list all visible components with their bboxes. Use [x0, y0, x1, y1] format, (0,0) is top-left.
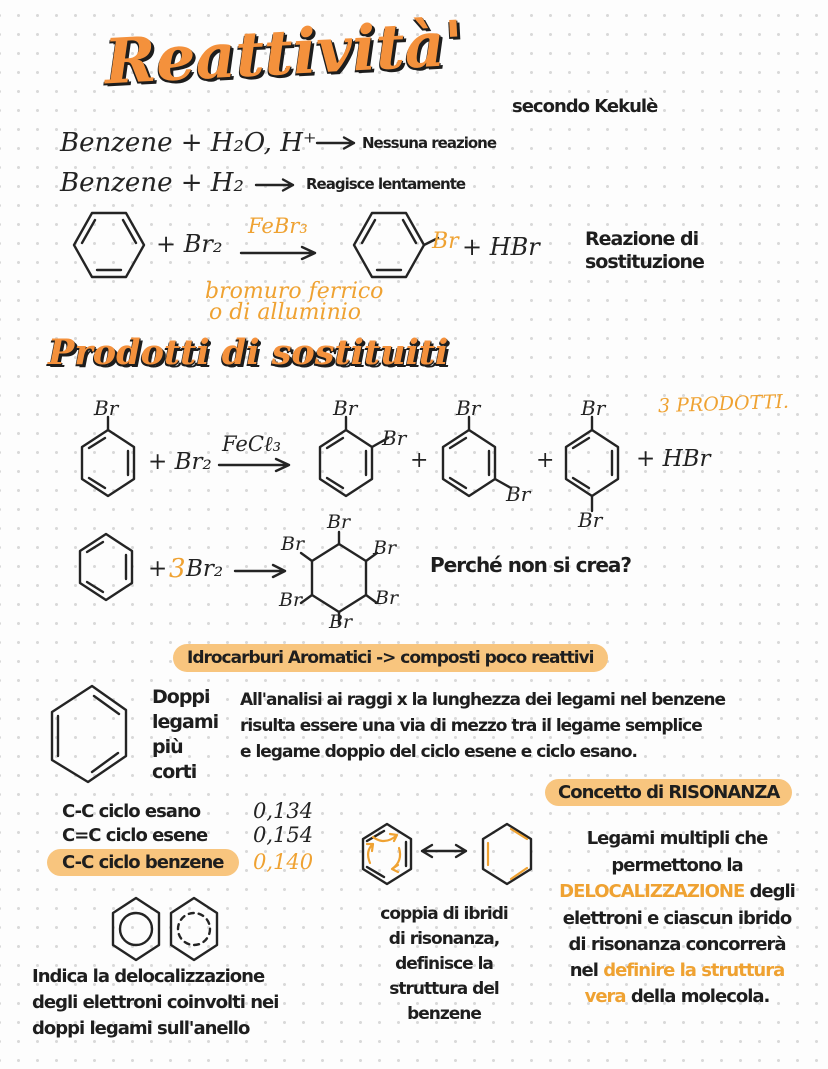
resonance-double-arrow-icon [418, 842, 470, 860]
equation1-arrow-icon [315, 134, 361, 152]
table-row3-label: C-C ciclo benzene [62, 852, 224, 873]
xray-paragraph-line3: e legame doppio del ciclo esene e ciclo esano. [240, 742, 638, 762]
resonance-structure-left [352, 818, 422, 890]
reaction3-arrow-icon [232, 562, 292, 580]
plus-sign-1: + [410, 448, 429, 473]
hexabromide-br-top: Br [327, 511, 351, 533]
reaction1-arrow-icon [238, 244, 322, 262]
para-dibromobenzene-structure [560, 414, 624, 516]
vera-word: vera [584, 986, 631, 1007]
catalyst-note-line2: o di alluminio [208, 300, 362, 325]
hexabromide-br-bottom: Br [329, 611, 353, 633]
table-row2-value: 0,154 [253, 823, 314, 847]
table-row2-label: C=C ciclo esene [62, 825, 208, 846]
equation1-lhs: Benzene + H₂O, H⁺ [60, 128, 317, 158]
benzene-ring-structure-2 [74, 528, 138, 608]
resonance-body-line6 [533, 960, 821, 981]
short-double-bond-structure [42, 680, 134, 788]
bromobenzene-structure [76, 414, 140, 506]
table-row3-value: 0,140 [253, 850, 314, 874]
ortho-br-side-label: Br [382, 426, 407, 450]
resonance-body-line7 [533, 986, 821, 1007]
hybrid-caption-line5: benzene [407, 1004, 481, 1024]
hexabromide-br-lowerright: Br [375, 587, 399, 609]
resonance-body-line1: Legami multipli che [586, 828, 768, 849]
delocalizzazione-word: DELOCALIZZAZIONE [559, 881, 745, 902]
reagent2-br2: + Br₂ [148, 449, 212, 475]
reagent-br2: + Br₂ [156, 230, 223, 258]
plus-sign-2: + [536, 448, 555, 473]
hybrid-caption-line4: struttura del [389, 979, 499, 999]
resonance-body-line5: di risonanza concorrerà [568, 934, 786, 955]
resonance-heading: Concetto di RISONANZA [545, 779, 792, 806]
meta-br-bottom-label: Br [506, 482, 531, 506]
catalyst-febr3: FeBr₃ [248, 214, 308, 238]
meta-br-top-label: Br [456, 396, 481, 420]
resonance-body-line2: permettono la [611, 855, 743, 876]
hexabromide-br-lowerleft: Br [279, 589, 303, 611]
bromobenzene-product-structure [350, 208, 442, 282]
xray-paragraph-line2: risulta essere una via di mezzo tra il legame semplice [240, 716, 702, 736]
catalyst-fecl3: FeCℓ₃ [222, 432, 282, 456]
question-text: Perché non si crea? [430, 553, 631, 577]
resonance-structure-right [472, 818, 542, 890]
definire-struttura-words: definire la struttura [603, 960, 785, 981]
reaction2-arrow-icon [216, 456, 296, 474]
reaction-type-label-line2: sostituzione [585, 251, 704, 273]
equation2-arrow-icon [254, 176, 300, 194]
resonance-body-line3 [533, 881, 821, 902]
product-br-label: Br [432, 229, 459, 254]
della-molecola-words: della molecola. [630, 986, 770, 1007]
ortho-br-top-label: Br [333, 396, 358, 420]
para-br-bottom-label: Br [578, 508, 603, 532]
byproduct-hbr: + HBr [462, 233, 540, 261]
benzene-circle-notation-solid [108, 894, 164, 964]
doppi-caption-line4: corti [152, 761, 197, 783]
bromobenzene-br-label: Br [94, 396, 119, 420]
products-count-note: 3 PRODOTTI. [657, 390, 790, 418]
xray-paragraph-line1: All'analisi ai raggi x la lunghezza dei legami nel benzene [240, 690, 725, 710]
hybrid-caption-line2: di risonanza, [388, 929, 500, 949]
hybrid-caption-line3: definisce la [395, 954, 493, 974]
table-row1-label: C-C ciclo esano [62, 801, 201, 822]
subtitle-kekule: secondo Kekulè [512, 96, 658, 117]
nel-word: nel [569, 960, 604, 981]
reagent3-br2: Br₂ [186, 556, 224, 582]
degli-word: degli [744, 881, 795, 902]
para-br-top-label: Br [581, 396, 606, 420]
hybrid-caption-line1: coppia di ibridi [380, 904, 508, 924]
aromatic-banner: Idrocarburi Aromatici -> composti poco reattivi [173, 644, 608, 672]
doppi-caption-line2: legami [152, 711, 219, 733]
ring-caption-line3: doppi legami sull'anello [32, 1018, 250, 1039]
section-heading-prodotti: Prodotti di sostituiti [48, 332, 449, 373]
ring-caption-line1: Indica la delocalizzazione [32, 966, 265, 987]
plus-sign-3: + [148, 556, 168, 582]
catalyst-note-line1: bromuro ferrico [205, 279, 384, 304]
doppi-caption-line3: più [152, 736, 183, 758]
equation2-lhs: Benzene + H₂ [60, 168, 244, 198]
equation2-result: Reagisce lentamente [306, 175, 466, 193]
reaction-type-label-line1: Reazione di [585, 228, 699, 250]
table-row1-value: 0,134 [253, 799, 314, 823]
doppi-caption-line1: Doppi [152, 686, 210, 708]
byproduct2-hbr: + HBr [636, 446, 711, 472]
benzene-circle-notation-dashed [166, 894, 222, 964]
page-title: Reattività' [102, 6, 466, 99]
hexabromide-br-upperleft: Br [281, 533, 305, 555]
hexabromide-br-upperright: Br [373, 537, 397, 559]
ring-caption-line2: degli elettroni coinvolti nei [32, 992, 279, 1013]
benzene-ring-structure [70, 208, 148, 282]
coefficient-3: 3 [169, 554, 186, 584]
resonance-body-line4: elettroni e ciascun ibrido [562, 908, 792, 929]
equation1-result: Nessuna reazione [362, 134, 497, 152]
